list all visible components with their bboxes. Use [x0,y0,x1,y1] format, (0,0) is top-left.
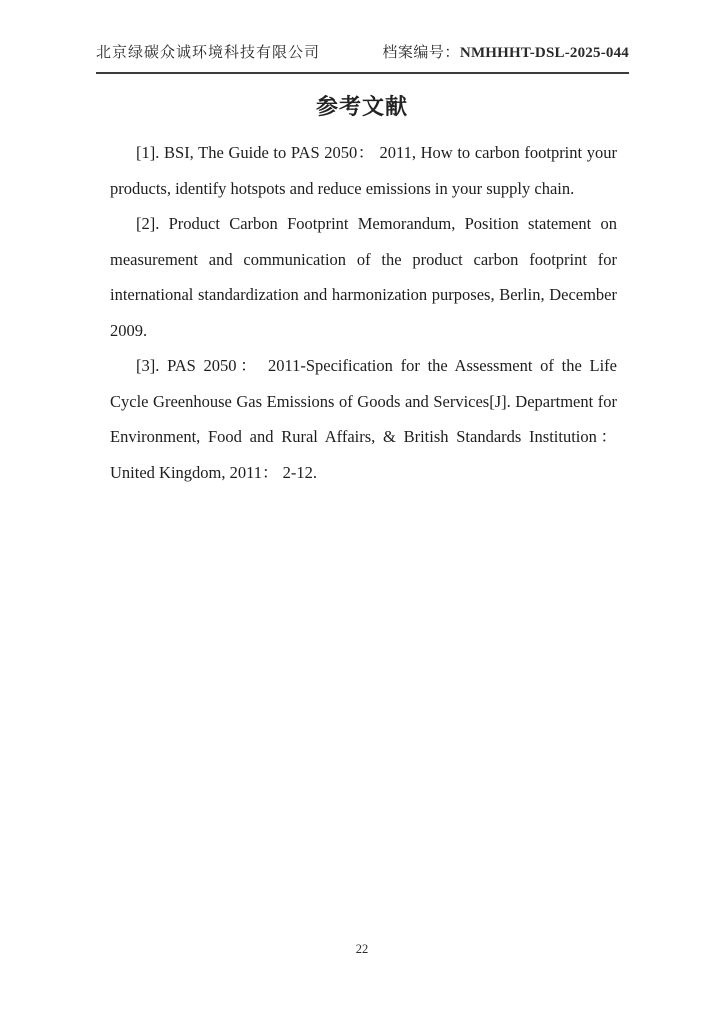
document-number-value: NMHHHT-DSL-2025-044 [459,45,629,61]
document-number [382,44,629,63]
document-number-label: 档案编号： [382,45,460,61]
page-title: 参考文献 [315,94,408,119]
references-list [110,135,617,490]
page-header [96,44,629,74]
reference-item: [2]. Product Carbon Footprint Memorandum, Position statement on measurement and communication of the product carbon footprint for international standardization and harmonization purposes, Berlin, December 2009. [110,214,617,340]
company-name: 北京绿碳众诚环境科技有限公司 [96,45,321,61]
reference-item: [3]. PAS 2050： 2011-Specification for the Assessment of the Life Cycle Greenhouse Gas Emissions of Goods and Services[J]. Department for Environment, Food and Rural Affairs, & British Standards Institution： United Kingdom, 2011： 2-12. [110,356,617,482]
reference-item: [1]. BSI, The Guide to PAS 2050： 2011, How to carbon footprint your products, identify hotspots and reduce emissions in your supply chain. [110,143,617,198]
page-number: 22 [355,942,369,956]
